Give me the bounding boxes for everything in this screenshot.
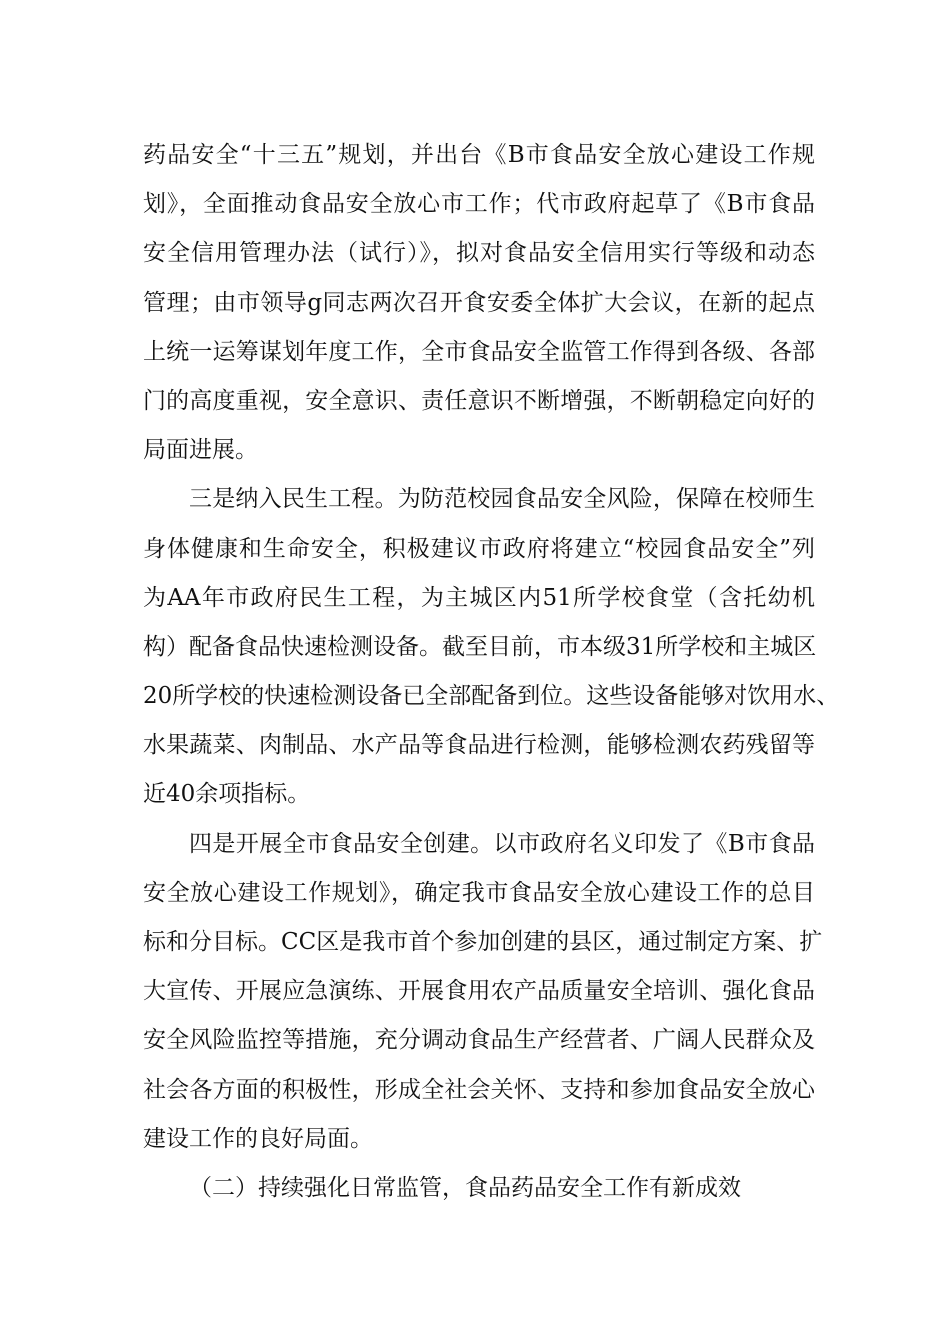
paragraph-line: 安全放心建设工作规划》，确定我市食品安全放心建设工作的总目 bbox=[143, 879, 815, 906]
paragraph-line: 身体健康和生命安全，积极建议市政府将建立“校园食品安全”列 bbox=[143, 535, 815, 562]
paragraph-line: 近40余项指标。 bbox=[143, 781, 311, 808]
paragraph-line: 20所学校的快速检测设备已全部配备到位。这些设备能够对饮用水、 bbox=[143, 683, 840, 710]
paragraph-livelihood-project bbox=[143, 475, 840, 819]
paragraph-line: 为AA年市政府民生工程，为主城区内51所学校食堂（含托幼机 bbox=[143, 584, 815, 611]
paragraph-line: 社会各方面的积极性，形成全社会关怀、支持和参加食品安全放心 bbox=[143, 1076, 815, 1103]
paragraph-line: 四是开展全市食品安全创建。以市政府名义印发了《B市食品 bbox=[189, 830, 815, 857]
paragraph-city-creation bbox=[143, 820, 823, 1164]
paragraph-line: 上统一运筹谋划年度工作，全市食品安全监管工作得到各级、各部 bbox=[143, 338, 815, 365]
paragraph-line: 标和分目标。CC区是我市首个参加创建的县区，通过制定方案、扩 bbox=[143, 929, 823, 955]
paragraph-line: 安全风险监控等措施，充分调动食品生产经营者、广阔人民群众及 bbox=[143, 1027, 815, 1054]
paragraph-line: 三是纳入民生工程。为防范校园食品安全风险，保障在校师生 bbox=[189, 486, 815, 513]
document-body bbox=[143, 131, 840, 1213]
paragraph-line: 建设工作的良好局面。 bbox=[143, 1125, 373, 1152]
paragraph-line: 门的高度重视，安全意识、责任意识不断增强，不断朝稳定向好的 bbox=[143, 387, 815, 414]
paragraph-line: 管理；由市领导g同志两次召开食安委全体扩大会议，在新的起点 bbox=[143, 289, 815, 316]
paragraph-line: 水果蔬菜、肉制品、水产品等食品进行检测，能够检测农药残留等 bbox=[143, 732, 815, 759]
paragraph-line: 构）配备食品快速检测设备。截至目前，市本级31所学校和主城区 bbox=[143, 633, 817, 660]
paragraph-line: 划》，全面推动食品安全放心市工作；代市政府起草了《B市食品 bbox=[143, 191, 815, 218]
paragraph-line: 药品安全“十三五”规划，并出台《B市食品安全放心建设工作规 bbox=[143, 142, 815, 168]
section-heading: （二）持续强化日常监管，食品药品安全工作有新成效 bbox=[189, 1174, 741, 1201]
paragraph-line: 大宣传、开展应急演练、开展食用农产品质量安全培训、强化食品 bbox=[143, 978, 815, 1005]
paragraph-planning bbox=[143, 131, 815, 475]
paragraph-line: 安全信用管理办法（试行）》，拟对食品安全信用实行等级和动态 bbox=[143, 240, 815, 267]
paragraph-line: 局面进展。 bbox=[143, 437, 258, 464]
